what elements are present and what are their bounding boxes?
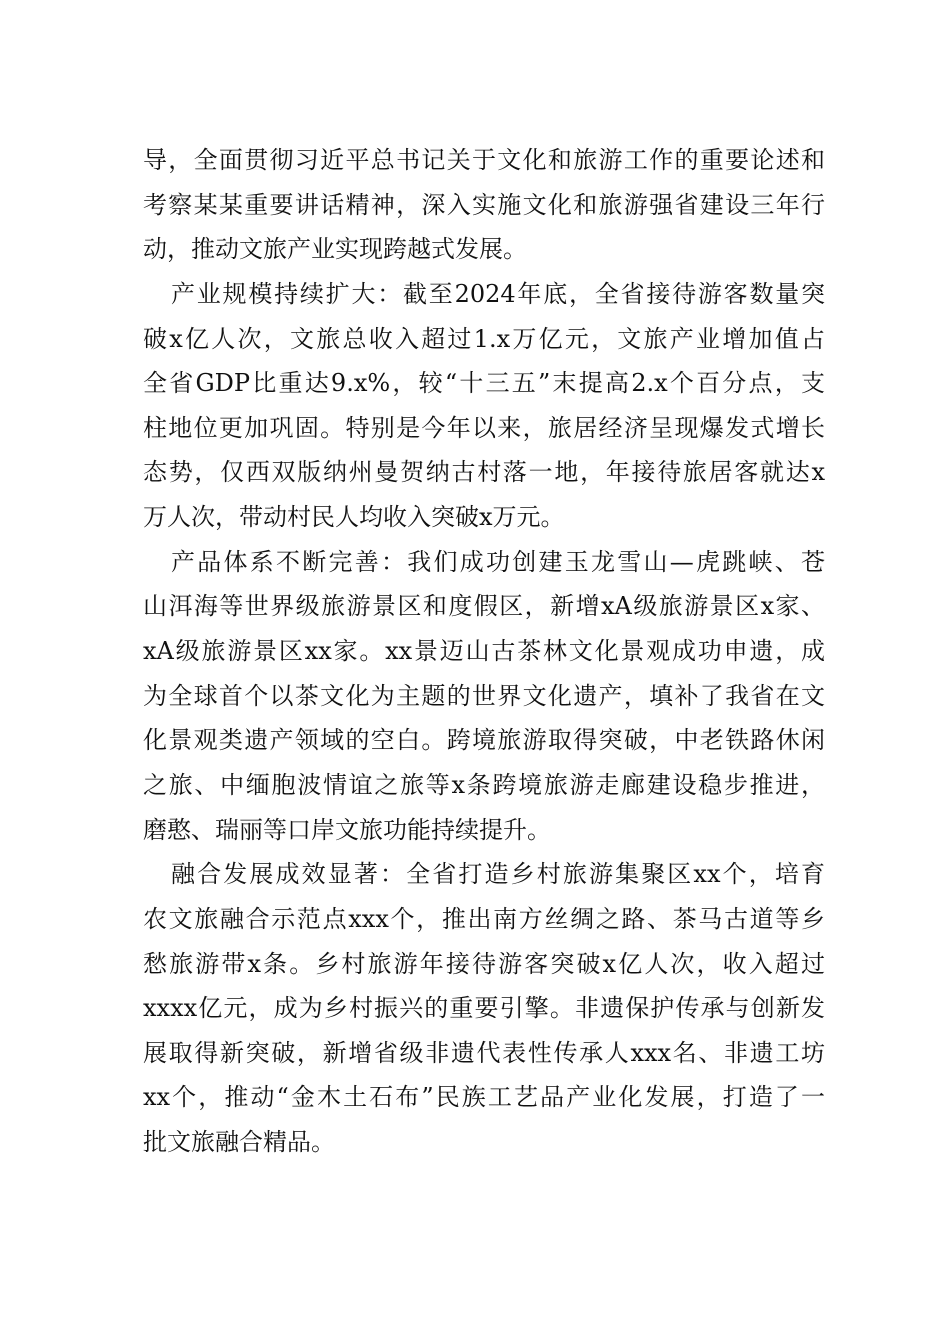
text-line: 之旅、中缅胞波情谊之旅等x条跨境旅游走廊建设稳步推进， <box>143 770 825 799</box>
paragraph <box>143 540 825 852</box>
text-line: 展取得新突破，新增省级非遗代表性传承人xxx名、非遗工坊 <box>143 1038 825 1067</box>
paragraph <box>143 138 825 272</box>
text-line: 考察某某重要讲话精神，深入实施文化和旅游强省建设三年行 <box>143 190 825 219</box>
text-line: xA级旅游景区xx家。xx景迈山古茶林文化景观成功申遗，成 <box>143 637 825 666</box>
text-line: 万人次，带动村民人均收入突破x万元。 <box>143 503 565 532</box>
text-line: 山洱海等世界级旅游景区和度假区，新增xA级旅游景区x家、 <box>143 592 825 621</box>
text-line: 批文旅融合精品。 <box>143 1128 335 1157</box>
text-line: 态势，仅西双版纳州曼贺纳古村落一地，年接待旅居客就达x <box>143 458 825 487</box>
text-line: xx个，推动“金木土石布”民族工艺品产业化发展，打造了一 <box>143 1083 825 1112</box>
paragraph <box>143 272 825 540</box>
text-line: 破x亿人次，文旅总收入超过1.x万亿元，文旅产业增加值占 <box>143 324 825 353</box>
document-body <box>143 138 825 1165</box>
text-line: 动，推动文旅产业实现跨越式发展。 <box>143 235 527 264</box>
paragraph <box>143 852 825 1164</box>
text-line: xxxx亿元，成为乡村振兴的重要引擎。非遗保护传承与创新发 <box>143 994 825 1023</box>
text-line: 化景观类遗产领域的空白。跨境旅游取得突破，中老铁路休闲 <box>143 726 825 755</box>
text-line: 愁旅游带x条。乡村旅游年接待游客突破x亿人次，收入超过 <box>143 949 825 978</box>
text-line: 为全球首个以茶文化为主题的世界文化遗产，填补了我省在文 <box>143 681 825 710</box>
text-line: 融合发展成效显著：全省打造乡村旅游集聚区xx个，培育 <box>171 860 825 889</box>
text-line: 柱地位更加巩固。特别是今年以来，旅居经济呈现爆发式增长 <box>143 413 825 442</box>
text-line: 全省GDP比重达9.x%，较“十三五”末提高2.x个百分点，支 <box>143 369 825 398</box>
text-line: 农文旅融合示范点xxx个，推出南方丝绸之路、茶马古道等乡 <box>143 904 825 933</box>
text-line: 磨憨、瑞丽等口岸文旅功能持续提升。 <box>143 815 551 844</box>
text-line: 产业规模持续扩大：截至2024年底，全省接待游客数量突 <box>171 279 825 308</box>
text-line: 产品体系不断完善：我们成功创建玉龙雪山—虎跳峡、苍 <box>171 547 825 576</box>
text-line: 导，全面贯彻习近平总书记关于文化和旅游工作的重要论述和 <box>143 146 825 174</box>
